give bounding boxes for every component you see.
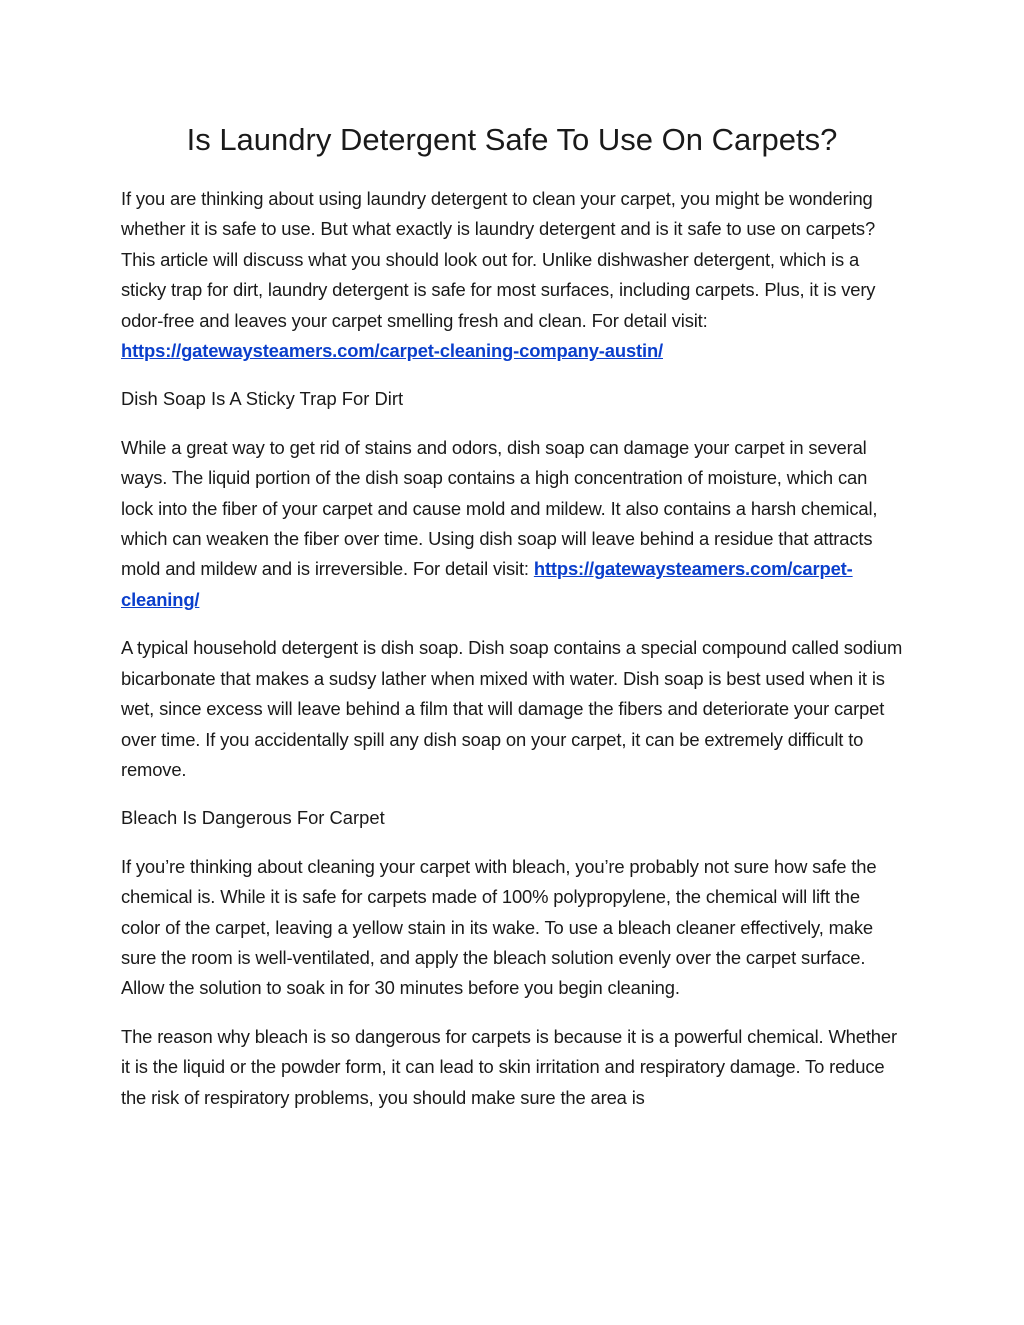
carpet-cleaning-link[interactable]: https://gatewaysteamers.com/carpet-cleaning/ [121, 558, 853, 610]
section-heading-dish-soap: Dish Soap Is A Sticky Trap For Dirt [121, 388, 404, 410]
dish-soap-paragraph-1 [121, 433, 903, 615]
section-heading-bleach: Bleach Is Dangerous For Carpet [121, 807, 385, 829]
intro-text: If you are thinking about using laundry detergent to clean your carpet, you might be wondering whether it is safe to use. But what exactly is laundry detergent and is it safe to use on carpets? This article will discuss what you should look out for. Unlike dishwasher detergent, which is a sticky trap for dirt, laundry detergent is safe for most surfaces, including carpets. Plus, it is very odor-free and leaves your carpet smelling fresh and clean. For detail visit: [121, 188, 876, 331]
intro-paragraph [121, 184, 903, 366]
bleach-paragraph-2: The reason why bleach is so dangerous for carpets is because it is a powerful chemical. Whether it is the liquid or the powder form, it can lead to skin irritation and respiratory damage. To reduce the risk of respiratory problems, you should make sure the area is [121, 1025, 897, 1108]
document-body [121, 184, 903, 1131]
dish-soap-text-1: While a great way to get rid of stains and odors, dish soap can damage your carpet in several ways. The liquid portion of the dish soap contains a high concentration of moisture, which can lock into the fiber of your carpet and cause mold and mildew. It also contains a harsh chemical, which can weaken the fiber over time. Using dish soap will leave behind a residue that attracts mold and mildew and is irreversible. For detail visit: [121, 436, 878, 580]
bleach-paragraph-1: If you’re thinking about cleaning your carpet with bleach, you’re probably not sure how safe the chemical is. While it is safe for carpets made of 100% polypropylene, the chemical will lift the color of the carpet, leaving a yellow stain in its wake. To use a bleach cleaner effectively, make sure the room is well-ventilated, and apply the bleach solution evenly over the carpet surface. Allow the solution to soak in for 30 minutes before you begin cleaning. [121, 855, 877, 999]
document-title: Is Laundry Detergent Safe To Use On Carpets? [186, 122, 838, 157]
intro-link[interactable]: https://gatewaysteamers.com/carpet-cleaning-company-austin/ [121, 340, 663, 362]
dish-soap-paragraph-2: A typical household detergent is dish soap. Dish soap contains a special compound called sodium bicarbonate that makes a sudsy lather when mixed with water. Dish soap is best used when it is wet, since excess will leave behind a film that will damage the fibers and deteriorate your carpet over time. If you accidentally spill any dish soap on your carpet, it can be extremely difficult to remove. [121, 637, 903, 780]
